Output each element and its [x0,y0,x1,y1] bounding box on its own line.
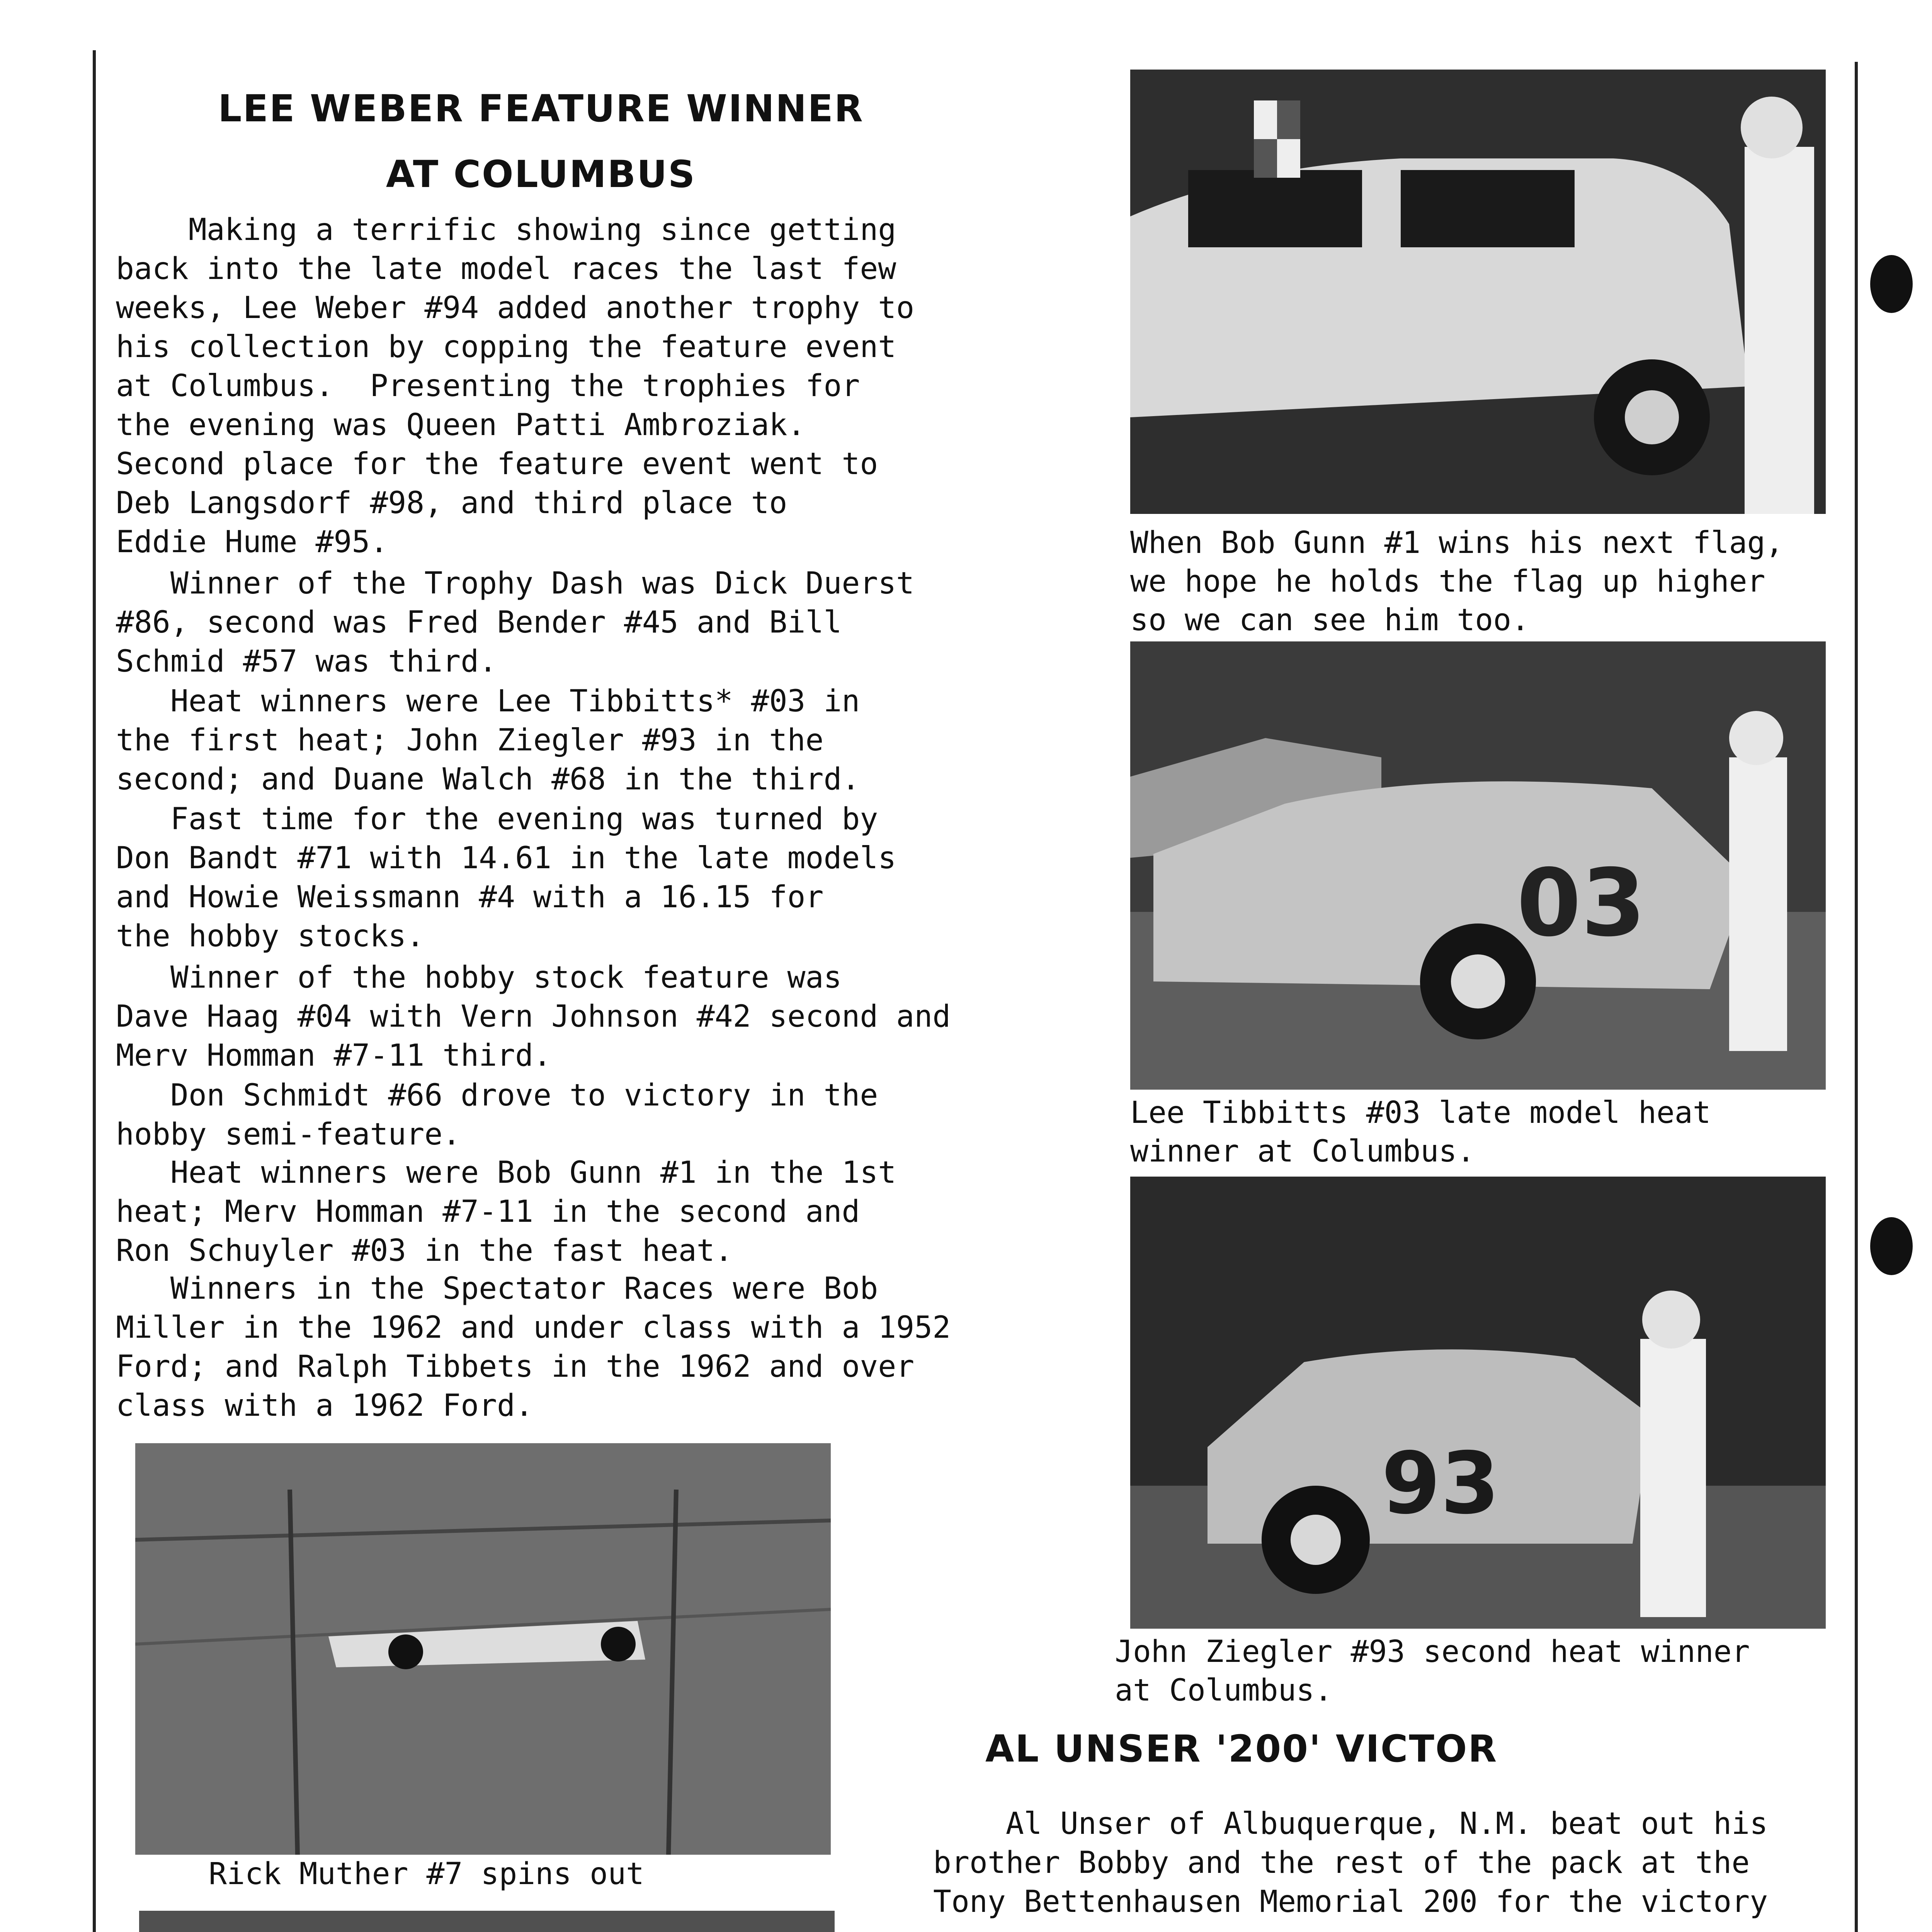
svg-text:03: 03 [1517,849,1646,957]
svg-text:93: 93 [1381,1434,1500,1533]
binder-hole-icon [1870,255,1913,313]
left-border-rule [93,50,96,1932]
car-03-photo-icon [1130,641,1826,1090]
article1-paragraph: Winners in the Spectator Races were Bob Miller in the 1962 and under class with a 1952 Ford; and Ralph Tibbets in the 1962 and over class with a 1962 Ford. [116,1271,951,1423]
photo-rick-muther-spin [135,1443,831,1855]
race-car-spin-photo-icon [135,1443,831,1855]
photo-lee-tibbitts-car [1130,641,1826,1090]
photo-john-ziegler-car [1130,1177,1826,1629]
photo-al-unser-car [139,1911,835,1932]
caption-john-ziegler: John Ziegler #93 second heat winner at Columbus. [1115,1634,1750,1708]
article1-paragraph: Don Schmidt #66 drove to victory in the hobby semi-feature. [116,1078,878,1152]
car-flag-photo-icon [1130,70,1826,514]
caption-bob-gunn: When Bob Gunn #1 wins his next flag, we hope he holds the flag up higher so we can see him too. [1130,526,1784,638]
caption-lee-tibbitts: Lee Tibbitts #03 late model heat winner at Columbus. [1130,1095,1711,1169]
article1-paragraph: Making a terrific showing since getting back into the late model races the last few weeks, Lee Weber #94 added another trophy to his collection by copping the feature event at Columbus. Presenting the trophies for the evening was Queen Patti Ambroziak. Second place for the feature event went to Deb Langsdorf #98, and third place to Eddie Hume #95. [116,213,915,560]
article1-headline-line1: LEE WEBER FEATURE WINNER [218,87,864,130]
article1-paragraph: Winner of the hobby stock feature was Dave Haag #04 with Vern Johnson #42 second and Merv Homman #7-11 third. [116,960,951,1073]
article2-headline: AL UNSER '200' VICTOR [985,1727,1498,1770]
article2-paragraph: Al Unser of Albuquerque, N.M. beat out his brother Bobby and the rest of the pack at the Tony Bettenhausen Memorial 200 for the victory [933,1806,1768,1919]
photo-bob-gunn-car [1130,70,1826,514]
article1-headline-line2: AT COLUMBUS [386,153,696,196]
article1-paragraph: Heat winners were Lee Tibbitts* #03 in the first heat; John Ziegler #93 in the second; and Duane Walch #68 in the third. [116,684,860,797]
article1-paragraph: Heat winners were Bob Gunn #1 in the 1st heat; Merv Homman #7-11 in the second and Ron Schuyler #03 in the fast heat. [116,1155,896,1268]
right-border-rule [1855,62,1858,1932]
article1-paragraph: Winner of the Trophy Dash was Dick Duerst #86, second was Fred Bender #45 and Bill Schmid #57 was third. [116,566,915,679]
caption-rick-muther: Rick Muther #7 spins out [209,1857,645,1891]
article1-paragraph: Fast time for the evening was turned by Don Bandt #71 with 14.61 in the late models and Howie Weissmann #4 with a 16.15 for the hobby stocks. [116,802,896,954]
binder-hole-icon [1870,1217,1913,1275]
car-93-photo-icon [1130,1177,1826,1629]
indy-car-photo-icon [139,1911,835,1932]
